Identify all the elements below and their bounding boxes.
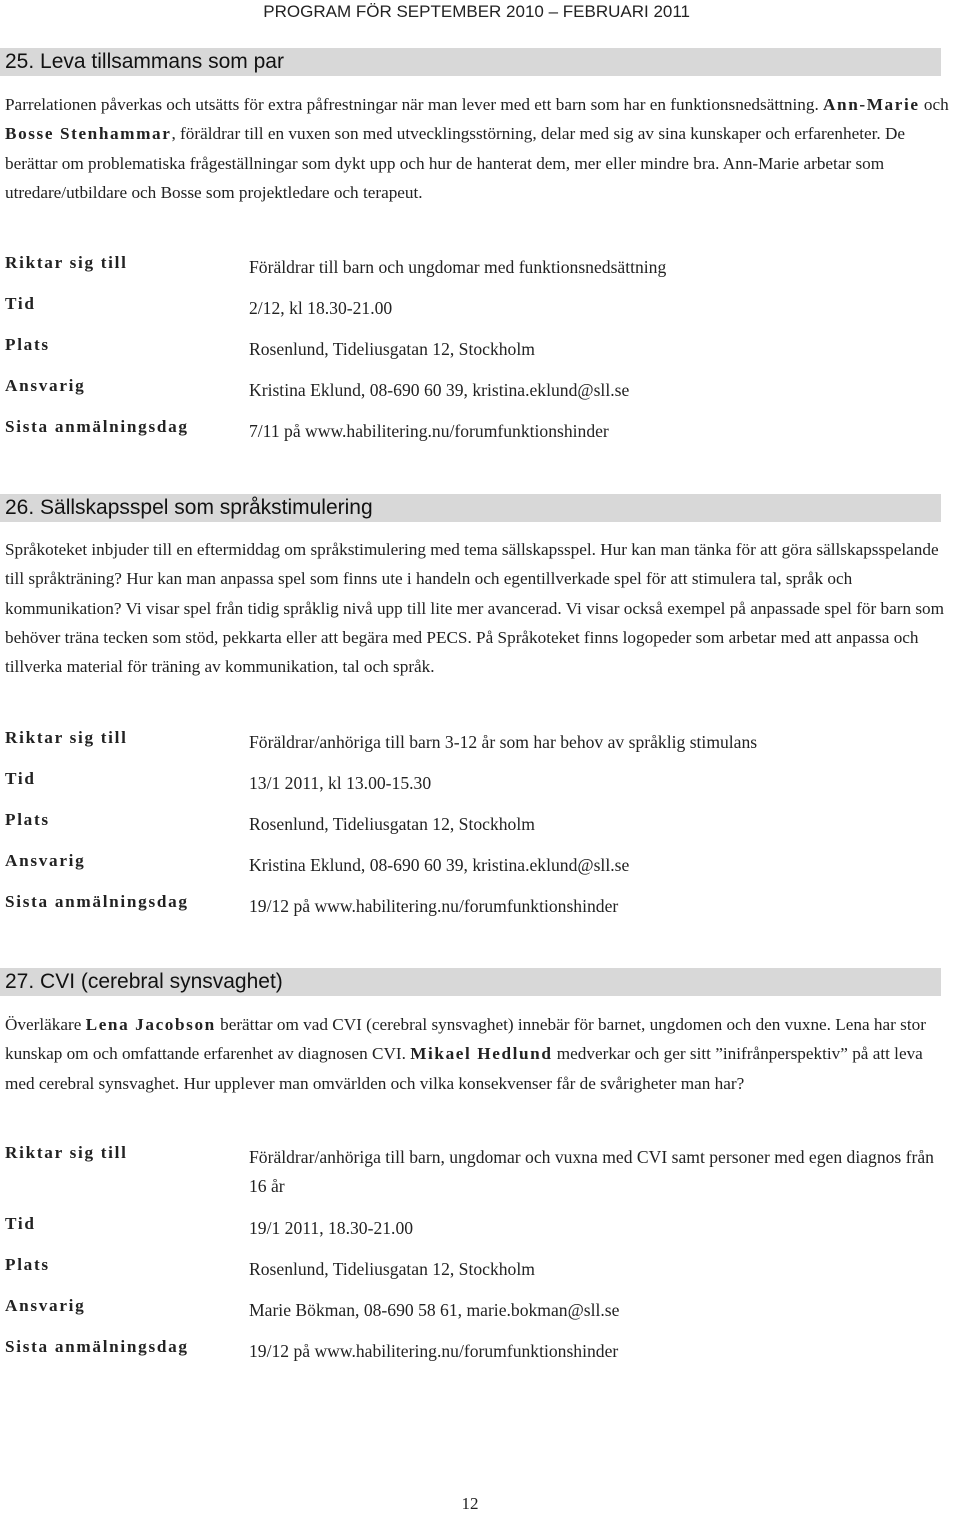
paragraph-text: Överläkare xyxy=(5,1015,86,1034)
label-deadline: Sista anmälningsdag xyxy=(5,892,189,911)
value-target: Föräldrar/anhöriga till barn 3-12 år som har behov av språklig stimulans xyxy=(249,732,758,752)
program-header: PROGRAM FÖR SEPTEMBER 2010 – FEBRUARI 2011 xyxy=(263,2,690,21)
label-target: Riktar sig till xyxy=(5,253,128,272)
label-responsible: Ansvarig xyxy=(5,1296,86,1315)
section-title: 27. CVI (cerebral synsvaghet) xyxy=(0,968,941,996)
paragraph-text: , föräldrar till en vuxen son med utvecklingsstörning, delar med sig av sina kunskaper och erfarenheter. De berättar om problematiska frågeställningar som dykt upp och hur de hanterat dem, mer eller mindre bra. Ann-Marie arbetar som utredare/utbildare och Bosse som projektledare och terapeut. xyxy=(5,124,906,202)
label-time: Tid xyxy=(5,1214,36,1233)
label-target: Riktar sig till xyxy=(5,1143,128,1162)
label-deadline: Sista anmälningsdag xyxy=(5,417,189,436)
value-target: Föräldrar/anhöriga till barn, ungdomar och vuxna med CVI samt personer med egen diagnos från 16 år xyxy=(249,1147,934,1196)
value-responsible: Kristina Eklund, 08-690 60 39, kristina.eklund@sll.se xyxy=(249,855,630,875)
person-name: Lena Jacobson xyxy=(85,1015,216,1034)
label-deadline: Sista anmälningsdag xyxy=(5,1337,189,1356)
label-time: Tid xyxy=(5,294,36,313)
value-time: 13/1 2011, kl 13.00-15.30 xyxy=(249,773,432,793)
label-responsible: Ansvarig xyxy=(5,851,86,870)
value-deadline: 19/12 på www.habilitering.nu/forumfunktionshinder xyxy=(249,896,619,916)
value-time: 2/12, kl 18.30-21.00 xyxy=(249,298,393,318)
value-deadline: 19/12 på www.habilitering.nu/forumfunktionshinder xyxy=(249,1341,619,1361)
label-place: Plats xyxy=(5,335,50,354)
page-number: 12 xyxy=(461,1494,479,1513)
label-place: Plats xyxy=(5,1255,50,1274)
person-name: Mikael Hedlund xyxy=(410,1044,553,1064)
value-place: Rosenlund, Tideliusgatan 12, Stockholm xyxy=(249,1259,535,1279)
section-paragraph xyxy=(5,90,955,207)
paragraph-text: berättar om vad CVI (cerebral synsvaghet) innebär för barnet, ungdomen och den vuxne. Lena har stor kunskap om och omfattande erfarenhet av diagnosen CVI. xyxy=(5,1015,926,1064)
value-time: 19/1 2011, 18.30-21.00 xyxy=(249,1218,414,1238)
label-target: Riktar sig till xyxy=(5,728,128,747)
value-responsible: Kristina Eklund, 08-690 60 39, kristina.eklund@sll.se xyxy=(249,380,630,400)
paragraph-text: och xyxy=(919,95,949,114)
value-responsible: Marie Bökman, 08-690 58 61, marie.bokman@sll.se xyxy=(249,1300,620,1320)
section-paragraph xyxy=(5,1010,955,1098)
paragraph-text: Parrelationen påverkas och utsätts för extra påfrestningar när man lever med ett barn som har en funktionsnedsättning. xyxy=(5,95,824,114)
section-title: 25. Leva tillsammans som par xyxy=(0,48,941,76)
person-name: Ann-Marie xyxy=(823,95,920,114)
value-place: Rosenlund, Tideliusgatan 12, Stockholm xyxy=(249,814,535,834)
value-target: Föräldrar till barn och ungdomar med funktionsnedsättning xyxy=(249,257,667,277)
person-name: Bosse Stenhammar xyxy=(5,124,172,144)
paragraph-text: medverkar och ger sitt ”inifrånperspektiv” på att leva med cerebral synsvaghet. Hur upplever man omvärlden och vilka konsekvenser får de svårigheter man har? xyxy=(5,1044,923,1093)
section-title: 26. Sällskapsspel som språkstimulering xyxy=(0,494,941,522)
section-paragraph: Språkoteket inbjuder till en eftermiddag om språkstimulering med tema sällskapsspel. Hur kan man tänka för att göra sällskapsspelande till språkträning? Hur kan man anpassa spel som finns ute i handeln och egentillverkade spel för att stimulera tal, språk och kommunikation? Vi visar spel från tidig språklig nivå upp till lite mer avancerad. Vi visar också exempel på anpassade spel för barn som behöver träna tecken som stöd, pekkarta eller att begära med PECS. På Språkoteket finns logopeder som arbetar med att anpassa och tillverka material för träning av kommunikation, tal och språk. xyxy=(5,540,945,677)
label-time: Tid xyxy=(5,769,36,788)
value-place: Rosenlund, Tideliusgatan 12, Stockholm xyxy=(249,339,535,359)
label-responsible: Ansvarig xyxy=(5,376,86,395)
value-deadline: 7/11 på www.habilitering.nu/forumfunktionshinder xyxy=(249,421,609,441)
label-place: Plats xyxy=(5,810,50,829)
